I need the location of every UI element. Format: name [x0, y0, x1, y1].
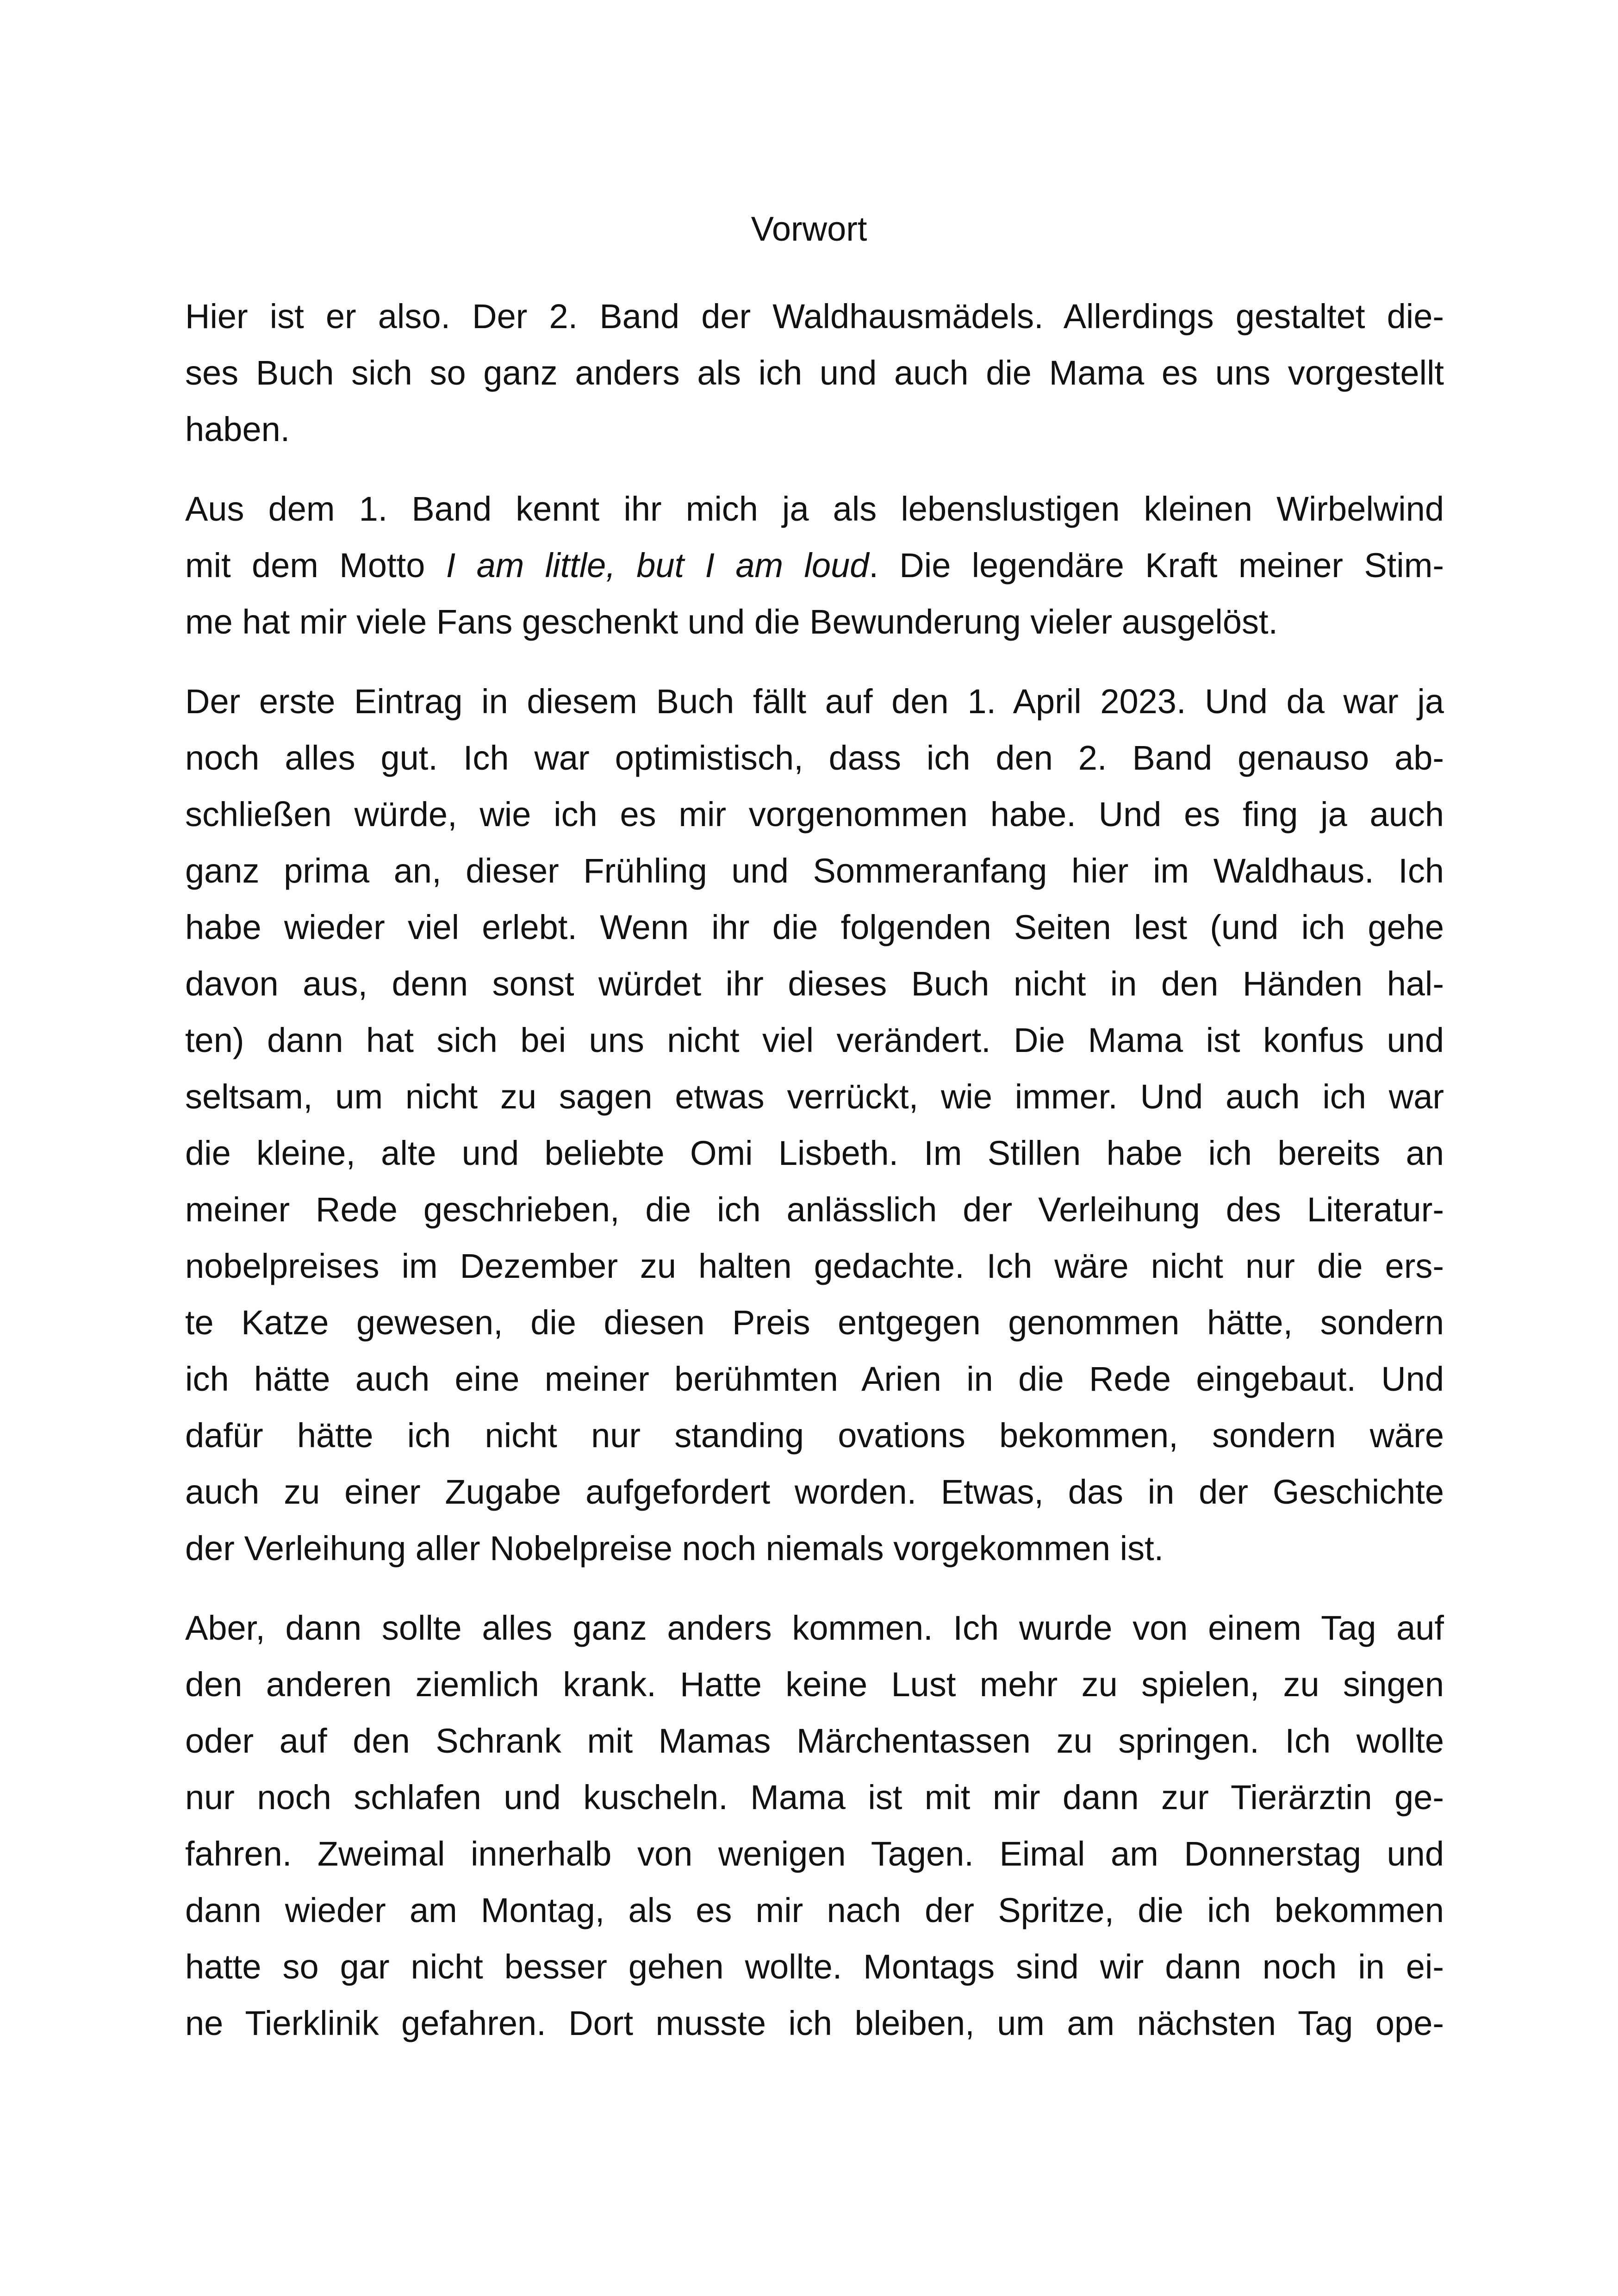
text-line: Aber, dann sollte alles ganz anders kommen. Ich wurde von einem Tag auf — [185, 1609, 1444, 1647]
text-line: nur noch schlafen und kuscheln. Mama ist mit mir dann zur Tierärztin ge- — [185, 1778, 1444, 1817]
text-line: den anderen ziemlich krank. Hatte keine Lust mehr zu spielen, zu singen — [185, 1665, 1444, 1704]
text-line: habe wieder viel erlebt. Wenn ihr die folgenden Seiten lest (und ich gehe — [185, 908, 1444, 946]
text-line: meiner Rede geschrieben, die ich anlässlich der Verleihung des Literatur- — [185, 1190, 1444, 1229]
text-line: oder auf den Schrank mit Mamas Märchentassen zu springen. Ich wollte — [185, 1722, 1444, 1760]
text-line: ten) dann hat sich bei uns nicht viel verändert. Die Mama ist konfus und — [185, 1021, 1444, 1059]
text-line: Hier ist er also. Der 2. Band der Waldhausmädels. Allerdings gestaltet die- — [185, 297, 1444, 336]
page-title: Vorwort — [751, 210, 867, 248]
text-line: te Katze gewesen, die diesen Preis entgegen genommen hätte, sondern — [185, 1303, 1444, 1342]
text-line: Aus dem 1. Band kennt ihr mich ja als lebenslustigen kleinen Wirbelwind — [185, 490, 1444, 528]
text-line: ganz prima an, dieser Frühling und Sommeranfang hier im Waldhaus. Ich — [185, 852, 1444, 890]
text-line: ne Tierklinik gefahren. Dort musste ich bleiben, um am nächsten Tag ope- — [185, 2004, 1444, 2042]
body-text — [185, 288, 1444, 2075]
text-line: dafür hätte ich nicht nur standing ovations bekommen, sondern wäre — [185, 1416, 1444, 1455]
text-line: auch zu einer Zugabe aufgefordert worden. Etwas, das in der Geschichte — [185, 1473, 1444, 1511]
paragraph — [185, 1600, 1444, 2052]
text-line: schließen würde, wie ich es mir vorgenommen habe. Und es fing ja auch — [185, 795, 1444, 834]
text-line: die kleine, alte und beliebte Omi Lisbeth. Im Stillen habe ich bereits an — [185, 1134, 1444, 1172]
motto-italic: I am little, but I am loud — [446, 546, 869, 585]
text-segment: mit dem Motto — [185, 546, 446, 585]
text-line: fahren. Zweimal innerhalb von wenigen Tagen. Eimal am Donnerstag und — [185, 1835, 1444, 1873]
text-line: haben. — [185, 410, 290, 448]
text-line: Der erste Eintrag in diesem Buch fällt auf den 1. April 2023. Und da war ja — [185, 682, 1444, 721]
text-line: noch alles gut. Ich war optimistisch, dass ich den 2. Band genauso ab- — [185, 739, 1444, 777]
paragraph — [185, 288, 1444, 458]
paragraph — [185, 673, 1444, 1577]
paragraph — [185, 481, 1444, 650]
text-line: davon aus, denn sonst würdet ihr dieses Buch nicht in den Händen hal- — [185, 964, 1444, 1003]
text-line: nobelpreises im Dezember zu halten gedachte. Ich wäre nicht nur die ers- — [185, 1247, 1444, 1285]
text-line — [185, 537, 1444, 594]
text-line: der Verleihung aller Nobelpreise noch niemals vorgekommen ist. — [185, 1529, 1164, 1568]
text-line: seltsam, um nicht zu sagen etwas verrückt, wie immer. Und auch ich war — [185, 1077, 1444, 1116]
text-line: dann wieder am Montag, als es mir nach der Spritze, die ich bekommen — [185, 1891, 1444, 1929]
text-line: hatte so gar nicht besser gehen wollte. Montags sind wir dann noch in ei- — [185, 1948, 1444, 1986]
text-line: ich hätte auch eine meiner berühmten Arien in die Rede eingebaut. Und — [185, 1360, 1444, 1398]
text-line: ses Buch sich so ganz anders als ich und auch die Mama es uns vorgestellt — [185, 354, 1444, 392]
text-line: me hat mir viele Fans geschenkt und die Bewunderung vieler ausgelöst. — [185, 603, 1278, 641]
text-segment: . Die legendäre Kraft meiner Stim- — [869, 546, 1444, 585]
